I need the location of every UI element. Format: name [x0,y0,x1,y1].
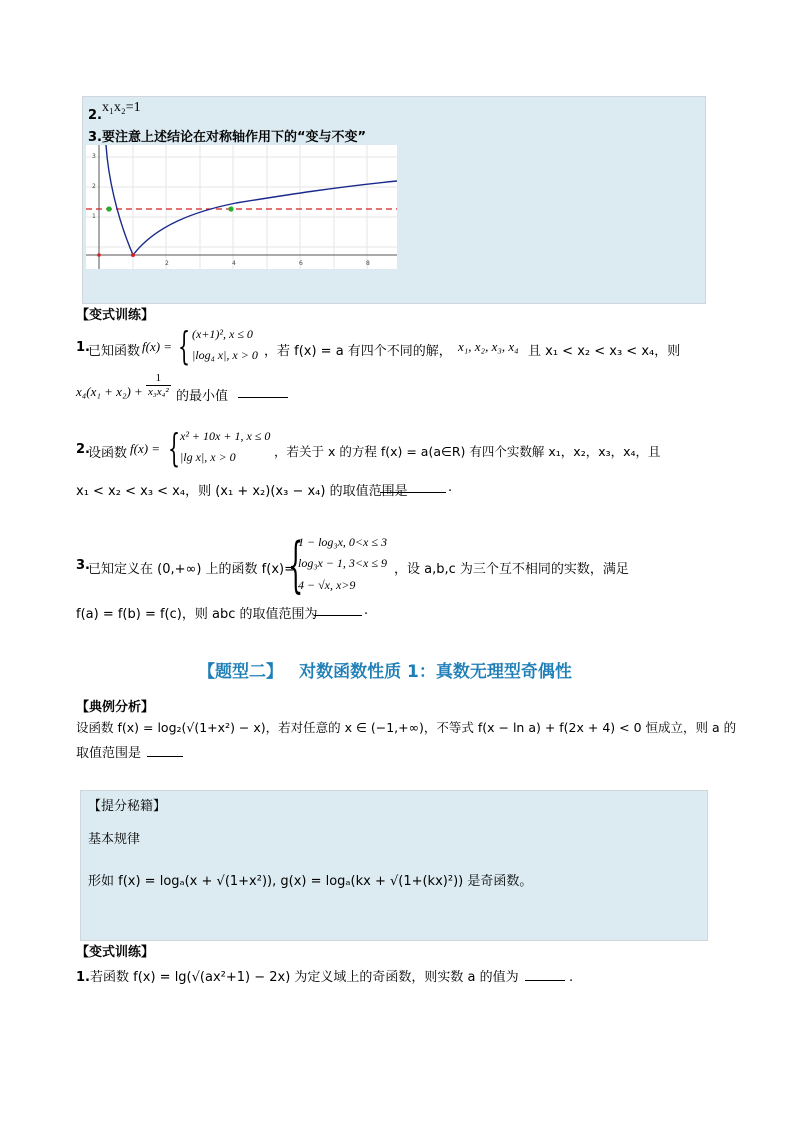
svg-text:1: 1 [92,213,96,220]
question-2: 2. 设函数 f(x) = { x² + 10x + 1, x ≤ 0 |lg x|, x > 0 ，若关于 x 的方程 f(x) = a(a∈R) 有四个实数解 x₁，x₂，x₃，x₄，且 [76,426,661,470]
tips-rule: 基本规律 [88,832,141,847]
answer-blank[interactable] [525,968,565,981]
question-4: 1.若函数 f(x) = lg(√(ax²+1) − 2x) 为定义域上的奇函数，则实数 a 的值为 . [76,970,574,985]
tips-title: 【提分秘籍】 [88,799,167,814]
svg-text:2: 2 [92,183,96,190]
svg-text:6: 6 [299,260,303,267]
fraction: $\frac{1}{\text{x₃x₄²}}$ [148,372,169,398]
brace: { [168,426,181,470]
brace: { [288,530,304,600]
svg-text:8: 8 [366,260,370,267]
topic-heading: 【题型二】 对数函数性质 1：真数无理型奇偶性 [198,662,572,682]
box1-line2: 3.要注意上述结论在对称轴作用下的“变与不变” [88,130,367,145]
answer-blank[interactable] [314,603,362,616]
intersection-point-2 [228,206,233,211]
brace: { [178,324,191,368]
question-1-line2: x₄(x₁ + x₂) + $\frac{1}{\text{x₃x₄²}}$ 的最小值 [76,372,476,412]
tips-text: 形如 f(x) = logₐ(x + √(1+x²)), g(x) = logₐ(kx + √(1+(kx)²)) 是奇函数。 [88,874,533,889]
example-line1: 设函数 f(x) = log₂(√(1+x²) − x)，若对任意的 x ∈ (−1,+∞)，不等式 f(x − ln a) + f(2x + 4) < 0 恒成立，则 a 的 [76,720,737,735]
svg-text:3: 3 [92,153,96,160]
example-line2: 取值范围是 [76,742,276,762]
bianshi-title-1: 【变式训练】 [76,308,155,323]
question-1: 1. 已知函数 f(x) = { (x+1)², x ≤ 0 |log₄ x|, x > 0 ，若 f(x) = a 有四个不同的解， x₁, x₂, x₃, x₄ 且 x₁ < x₂ < x₃ < x₄，则 [76,324,681,368]
dianli-title: 【典例分析】 [76,700,155,715]
question-2-line2: x₁ < x₂ < x₃ < x₄，则 (x₁ + x₂)(x₃ − x₄) 的取值范围是 . [76,480,453,499]
question-3: 3. 已知定义在 (0,+∞) 上的函数 f(x)= { 1 − log₃x, 0<x ≤ 3 log₃x − 1, 3<x ≤ 9 4 − √x, x>9 ，设 a,b,c 为三个互不相同的实数，满足 [76,530,629,600]
svg-text:4: 4 [232,260,236,267]
bianshi-title-2: 【变式训练】 [76,945,155,960]
tips-box [80,790,708,941]
origin-point [97,253,101,257]
vertex-point [131,253,135,257]
answer-blank[interactable] [147,744,183,757]
answer-blank[interactable] [380,480,446,493]
function-graph [86,145,397,269]
question-3-line2: f(a) = f(b) = f(c)，则 abc 的取值范围为 . [76,603,369,622]
svg-text:2: 2 [165,260,169,267]
answer-blank[interactable] [238,385,288,398]
intersection-point-1 [106,206,111,211]
box1-line1: 2.x₁x₂=1 [88,100,141,123]
